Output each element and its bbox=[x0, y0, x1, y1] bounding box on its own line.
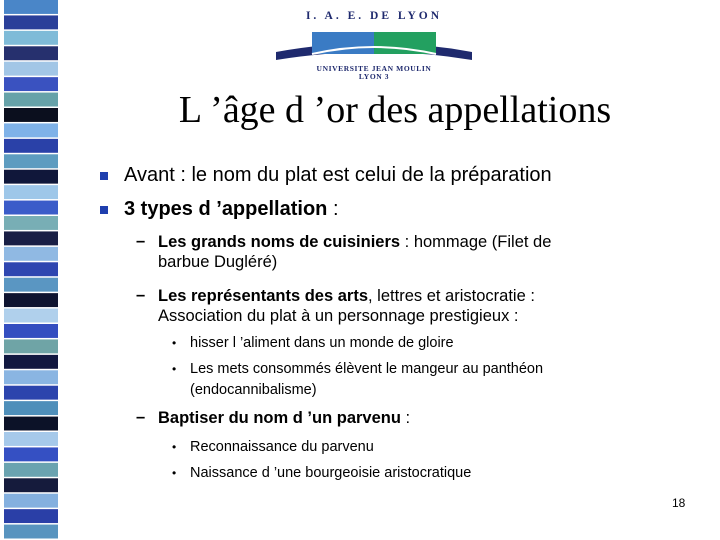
stripe-block bbox=[4, 262, 58, 276]
stripe-block bbox=[4, 201, 58, 215]
logo-arc-band bbox=[276, 26, 472, 66]
stripe-block bbox=[4, 432, 58, 446]
dot-marker: • bbox=[172, 336, 177, 350]
sub-3 bbox=[158, 408, 410, 428]
stripe-block bbox=[4, 494, 58, 508]
bullet-2 bbox=[124, 197, 339, 221]
stripe-block bbox=[4, 31, 58, 45]
stripe-block bbox=[4, 108, 58, 122]
stripe-block bbox=[4, 478, 58, 492]
stripe-block bbox=[4, 216, 58, 230]
sub-1-line2: barbue Dugléré) bbox=[158, 253, 278, 271]
sub-2-line2: Association du plat à un personnage prestigieux : bbox=[158, 307, 519, 325]
subsub-a-2-line2: (endocannibalisme) bbox=[190, 382, 317, 398]
dot-marker: • bbox=[172, 362, 177, 376]
stripe-block bbox=[4, 139, 58, 153]
stripe-block bbox=[4, 525, 58, 539]
bullet-1: Avant : le nom du plat est celui de la préparation bbox=[124, 164, 552, 186]
dash-marker: – bbox=[136, 232, 146, 250]
iae-lyon-logo bbox=[276, 10, 472, 80]
slide-title: L ’âge d ’or des appellations bbox=[178, 89, 612, 131]
stripe-block bbox=[4, 77, 58, 91]
dot-marker: • bbox=[172, 440, 177, 454]
stripe-block bbox=[4, 93, 58, 107]
stripe-block bbox=[4, 370, 58, 384]
subsub-b-1: Reconnaissance du parvenu bbox=[190, 439, 374, 455]
stripe-block bbox=[4, 293, 58, 307]
logo-line2: LYON 3 bbox=[358, 72, 390, 81]
sub-1-rest: : hommage (Filet de bbox=[400, 233, 552, 251]
stripe-block bbox=[4, 154, 58, 168]
sub-2 bbox=[158, 286, 535, 326]
page-number: 18 bbox=[672, 496, 686, 510]
stripe-block bbox=[4, 247, 58, 261]
stripe-block bbox=[4, 185, 58, 199]
stripe-block bbox=[4, 309, 58, 323]
bullet-square bbox=[100, 172, 108, 180]
logo-subtitle bbox=[276, 65, 472, 81]
stripe-block bbox=[4, 417, 58, 431]
logo-line1: UNIVERSITE JEAN MOULIN bbox=[316, 64, 432, 73]
stripe-block bbox=[4, 62, 58, 76]
sub-2-rest: , lettres et aristocratie : bbox=[368, 287, 535, 305]
stripe-block bbox=[4, 0, 58, 14]
stripe-block bbox=[4, 401, 58, 415]
stripe-block bbox=[4, 386, 58, 400]
subsub-a-2 bbox=[190, 359, 543, 401]
subsub-a-1: hisser l ’aliment dans un monde de gloire bbox=[190, 335, 454, 351]
subsub-a-2-line1: Les mets consommés élèvent le mangeur au panthéon bbox=[190, 361, 544, 377]
stripe-block bbox=[4, 46, 58, 60]
stripe-block bbox=[4, 339, 58, 353]
bullet-square bbox=[100, 206, 108, 214]
stripe-block bbox=[4, 15, 58, 29]
stripe-block bbox=[4, 463, 58, 477]
sub-2-bold: Les représentants des arts bbox=[158, 287, 369, 305]
dot-marker: • bbox=[172, 466, 177, 480]
sub-3-rest: : bbox=[400, 409, 411, 427]
subsub-b-2: Naissance d ’une bourgeoisie aristocratique bbox=[190, 465, 472, 481]
stripe-block bbox=[4, 509, 58, 523]
stripe-block bbox=[4, 324, 58, 338]
dash-marker: – bbox=[136, 408, 146, 426]
stripe-block bbox=[4, 447, 58, 461]
stripe-block bbox=[4, 231, 58, 245]
bullet-2-rest: : bbox=[327, 198, 339, 220]
sub-1 bbox=[158, 232, 551, 272]
decorative-stripe bbox=[0, 0, 64, 540]
stripe-block bbox=[4, 123, 58, 137]
stripe-block bbox=[4, 355, 58, 369]
sub-1-bold: Les grands noms de cuisiniers bbox=[158, 233, 401, 251]
bullet-2-bold: 3 types d ’appellation bbox=[124, 198, 328, 220]
dash-marker: – bbox=[136, 286, 146, 304]
logo-top-text: I. A. E. DE LYON bbox=[305, 10, 443, 22]
sub-3-bold: Baptiser du nom d ’un parvenu bbox=[158, 409, 401, 427]
stripe-block bbox=[4, 278, 58, 292]
stripe-block bbox=[4, 170, 58, 184]
